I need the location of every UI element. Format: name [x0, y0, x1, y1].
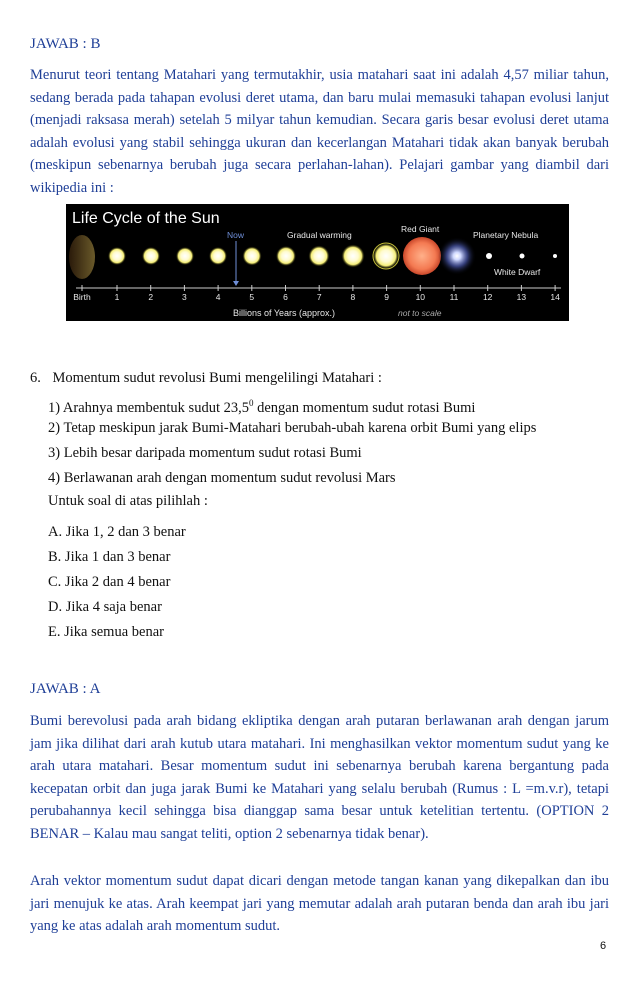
axis-tick-label: 12 — [482, 292, 493, 302]
axis-tick-label: 14 — [550, 292, 560, 302]
axis-tick-label: 4 — [215, 292, 221, 302]
option-e: E. Jika semua benar — [48, 624, 164, 640]
statement-text: Berlawanan arah dengan momentum sudut revolusi Mars — [63, 470, 396, 486]
option-c: C. Jika 2 dan 4 benar — [48, 574, 171, 590]
statement-number: 4) — [48, 470, 61, 486]
explanation-a-paragraph-2: Arah vektor momentum sudut dapat dicari dengan metode tangan kanan yang dikepalkan dan ibu jari menujuk ke atas. Arah keempat jari yang memutar adalah arah putaran benda dan arah ibu jari yang ke atas adalah arah momentum sudut. — [30, 873, 609, 934]
star-age-2 — [142, 247, 160, 265]
statement-4 — [48, 466, 396, 491]
statement-2 — [48, 416, 536, 441]
white-dwarf-1 — [486, 253, 492, 259]
explanation-b: Menurut teori tentang Matahari yang termutakhir, usia matahari saat ini adalah 4,57 miliar tahun, sedang berada pada tahapan evolusi deret utama, dan baru mulai memasuki tahapan evolusi lanjut (menjadi raksasa merah) setelah 5 milyar tahun kemudian. Secara garis besar evolusi deret utama adalah evolusi yang stabil sehingga ukuran dan kecerlangan Matahari tidak akan banyak berubah (meskipun sebenarnya berubah juga secara perlahan-lahan). Pelajari gambar yang diambil dari wikipedia ini : — [30, 67, 609, 196]
answer-heading-b: JAWAB : B — [30, 36, 101, 52]
star-age-3 — [176, 247, 194, 265]
planetary-nebula-label: Planetary Nebula — [473, 230, 539, 240]
axis-tick-label: 9 — [384, 292, 389, 302]
axis-tick-label: 3 — [182, 292, 187, 302]
statement-number: 3) — [48, 445, 61, 461]
axis-label: Billions of Years (approx.) — [233, 308, 336, 318]
planetary-nebula — [438, 237, 476, 275]
figure-title: Life Cycle of the Sun — [72, 210, 220, 227]
axis-tick-label: 10 — [415, 292, 426, 302]
question-text: Momentum sudut revolusi Bumi mengelilingi Matahari : — [52, 370, 382, 386]
axis-tick-label: 1 — [114, 292, 120, 302]
red-giant-label: Red Giant — [401, 224, 440, 234]
red-giant-star — [403, 237, 441, 275]
page-number: 6 — [600, 940, 607, 952]
white-dwarf-2 — [520, 254, 525, 259]
question-6 — [30, 366, 382, 391]
axis-tick-label: 7 — [316, 292, 322, 302]
option-d: D. Jika 4 saja benar — [48, 599, 162, 615]
star-age-7 — [309, 246, 330, 267]
sun-life-cycle-figure — [66, 204, 569, 321]
statement-text: Arahnya membentuk sudut 23,5$^0$ dengan momentum sudut rotasi Bumi — [62, 398, 476, 416]
statement-number: 1) — [48, 399, 61, 416]
gradual-warming-label: Gradual warming — [287, 230, 352, 240]
star-age-5 — [243, 247, 262, 266]
star-age-6 — [276, 246, 296, 266]
axis-tick-label: 8 — [350, 292, 356, 302]
explanation-a-paragraph-1: Bumi berevolusi pada arah bidang ekliptika dengan arah putaran berlawanan arah dengan jarum jam jika dilihat dari arah kutub utara matahari. Ini menghasilkan vektor momentum sudut yang ke arah utara matahari. Besar momentum sudut ini sebenarnya berubah karena bergantung pada kecepatan orbit dan juga jarak Bumi ke Matahari yang selalu berubah (Rumus : L =m.v.r), tetapi perubahannya kecil sehingga bisa dianggap sama besar untuk ketelitian tertentu. (OPTION 2 BENAR – Kalau mau sangat teliti, option 2 sebenarnya tidak benar). — [30, 713, 609, 842]
axis-tick-label: Birth — [73, 292, 91, 302]
now-arrowhead — [233, 281, 239, 286]
option-b: B. Jika 1 dan 3 benar — [48, 549, 171, 565]
protostar-cloud — [69, 235, 95, 279]
star-sequence — [69, 235, 557, 279]
now-label: Now — [227, 230, 245, 240]
axis-tick-label: 5 — [249, 292, 255, 302]
statement-number: 2) — [48, 420, 61, 436]
axis-tick-label: 2 — [148, 292, 154, 302]
star-age-9 — [373, 243, 399, 269]
statement-text: Lebih besar daripada momentum sudut rotasi Bumi — [63, 445, 362, 461]
statement-3 — [48, 441, 362, 466]
statement-text: Tetap meskipun jarak Bumi-Matahari berubah-ubah karena orbit Bumi yang elips — [63, 420, 537, 436]
star-age-1 — [108, 247, 126, 265]
axis-tick-label: 6 — [283, 292, 288, 302]
star-age-4 — [209, 247, 227, 265]
scale-note: not to scale — [398, 308, 442, 318]
star-age-8 — [342, 245, 365, 268]
option-a: A. Jika 1, 2 dan 3 benar — [48, 524, 186, 540]
axis-tick-label: 13 — [516, 292, 527, 302]
question-number: 6. — [30, 370, 41, 386]
white-dwarf-label: White Dwarf — [494, 267, 541, 277]
white-dwarf-3 — [553, 254, 557, 258]
axis-tick-label: 11 — [449, 292, 459, 302]
answer-heading-a: JAWAB : A — [30, 681, 101, 697]
question-instruction: Untuk soal di atas pilihlah : — [48, 493, 208, 509]
